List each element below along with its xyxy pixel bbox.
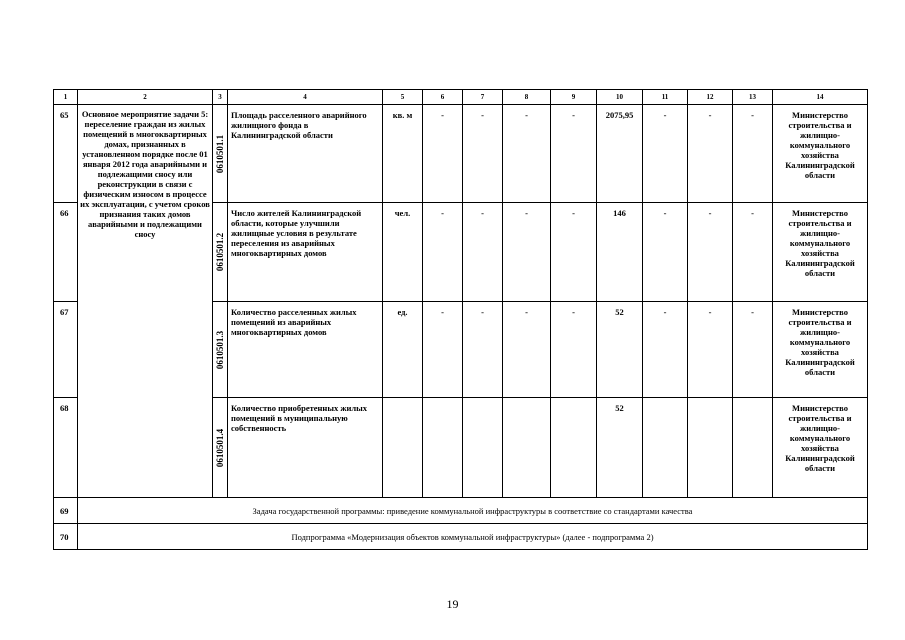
subprogram-row xyxy=(54,524,868,550)
executor: Министерство строительства и жилищно-коммунального хозяйства Калининградской области xyxy=(773,302,868,398)
value-cell: - xyxy=(551,203,597,302)
value-cell: - xyxy=(643,105,688,203)
header-cell: 2 xyxy=(78,90,213,105)
row-number: 67 xyxy=(54,302,78,398)
executor: Министерство строительства и жилищно-коммунального хозяйства Калининградской области xyxy=(773,105,868,203)
unit: чел. xyxy=(383,203,423,302)
indicator-code-cell xyxy=(213,105,228,203)
value-cell: - xyxy=(643,203,688,302)
indicator-code: 0610501.2 xyxy=(215,232,225,272)
header-cell: 10 xyxy=(597,90,643,105)
value-cell: - xyxy=(688,203,733,302)
value-cell xyxy=(503,398,551,498)
value-cell: - xyxy=(463,302,503,398)
value-cell xyxy=(733,398,773,498)
table-row xyxy=(54,105,868,203)
value-cell: - xyxy=(733,105,773,203)
value-cell xyxy=(463,398,503,498)
indicator-code-cell xyxy=(213,398,228,498)
header-cell: 1 xyxy=(54,90,78,105)
value-cell xyxy=(688,398,733,498)
value-cell: - xyxy=(423,105,463,203)
header-cell: 12 xyxy=(688,90,733,105)
header-row xyxy=(54,90,868,105)
header-cell: 9 xyxy=(551,90,597,105)
indicator-name: Количество приобретенных жилых помещений в муниципальную собственность xyxy=(228,398,383,498)
value-cell: 52 xyxy=(597,398,643,498)
value-cell xyxy=(643,398,688,498)
header-cell: 6 xyxy=(423,90,463,105)
indicator-code-cell xyxy=(213,203,228,302)
value-cell: - xyxy=(503,302,551,398)
indicator-code: 0610501.4 xyxy=(215,428,225,467)
unit xyxy=(383,398,423,498)
value-cell: - xyxy=(688,105,733,203)
value-cell xyxy=(551,398,597,498)
value-cell: - xyxy=(503,203,551,302)
value-cell: 146 xyxy=(597,203,643,302)
indicator-name: Количество расселенных жилых помещений из аварийных многоквартирных домов xyxy=(228,302,383,398)
indicators-table xyxy=(53,89,868,550)
value-cell: 52 xyxy=(597,302,643,398)
header-cell: 8 xyxy=(503,90,551,105)
unit: ед. xyxy=(383,302,423,398)
value-cell: - xyxy=(423,203,463,302)
indicator-name: Число жителей Калининградской области, которые улучшили жилищные условия в результате переселения из аварийных многоквартирных домов xyxy=(228,203,383,302)
value-cell: - xyxy=(463,203,503,302)
value-cell: - xyxy=(503,105,551,203)
indicator-code-cell xyxy=(213,302,228,398)
indicator-name: Площадь расселенного аварийного жилищного фонда в Калининградской области xyxy=(228,105,383,203)
row-number: 69 xyxy=(54,498,78,524)
header-cell: 14 xyxy=(773,90,868,105)
indicator-code: 0610501.1 xyxy=(215,134,225,173)
header-cell: 5 xyxy=(383,90,423,105)
value-cell: - xyxy=(551,302,597,398)
subprogram-heading: Подпрограмма «Модернизация объектов коммунальной инфраструктуры» (далее - подпрограмма 2) xyxy=(78,524,868,550)
value-cell: - xyxy=(688,302,733,398)
value-cell: - xyxy=(643,302,688,398)
value-cell: - xyxy=(551,105,597,203)
task-row xyxy=(54,498,868,524)
unit: кв. м xyxy=(383,105,423,203)
header-cell: 3 xyxy=(213,90,228,105)
row-number: 65 xyxy=(54,105,78,203)
value-cell: - xyxy=(733,203,773,302)
main-event-description: Основное мероприятие задачи 5: переселение граждан из жилых помещений в многоквартирных домах, признанных в установленном порядке после 01 января 2012 года аварийными и подлежащими сносу или реконструкции в связи с физическим износом в процессе их эксплуатации, с учетом сроков признания таких домов аварийными и подлежащими сносу xyxy=(78,105,213,498)
value-cell: - xyxy=(733,302,773,398)
executor: Министерство строительства и жилищно-коммунального хозяйства Калининградской области xyxy=(773,398,868,498)
row-number: 66 xyxy=(54,203,78,302)
row-number: 68 xyxy=(54,398,78,498)
page-number: 19 xyxy=(446,597,459,611)
header-cell: 11 xyxy=(643,90,688,105)
value-cell: 2075,95 xyxy=(597,105,643,203)
row-number: 70 xyxy=(54,524,78,550)
header-cell: 7 xyxy=(463,90,503,105)
indicator-code: 0610501.3 xyxy=(215,330,225,369)
value-cell xyxy=(423,398,463,498)
value-cell: - xyxy=(423,302,463,398)
header-cell: 4 xyxy=(228,90,383,105)
value-cell: - xyxy=(463,105,503,203)
executor: Министерство строительства и жилищно-коммунального хозяйства Калининградской области xyxy=(773,203,868,302)
header-cell: 13 xyxy=(733,90,773,105)
program-task-heading: Задача государственной программы: приведение коммунальной инфраструктуры в соответствие со стандартами качества xyxy=(78,498,868,524)
